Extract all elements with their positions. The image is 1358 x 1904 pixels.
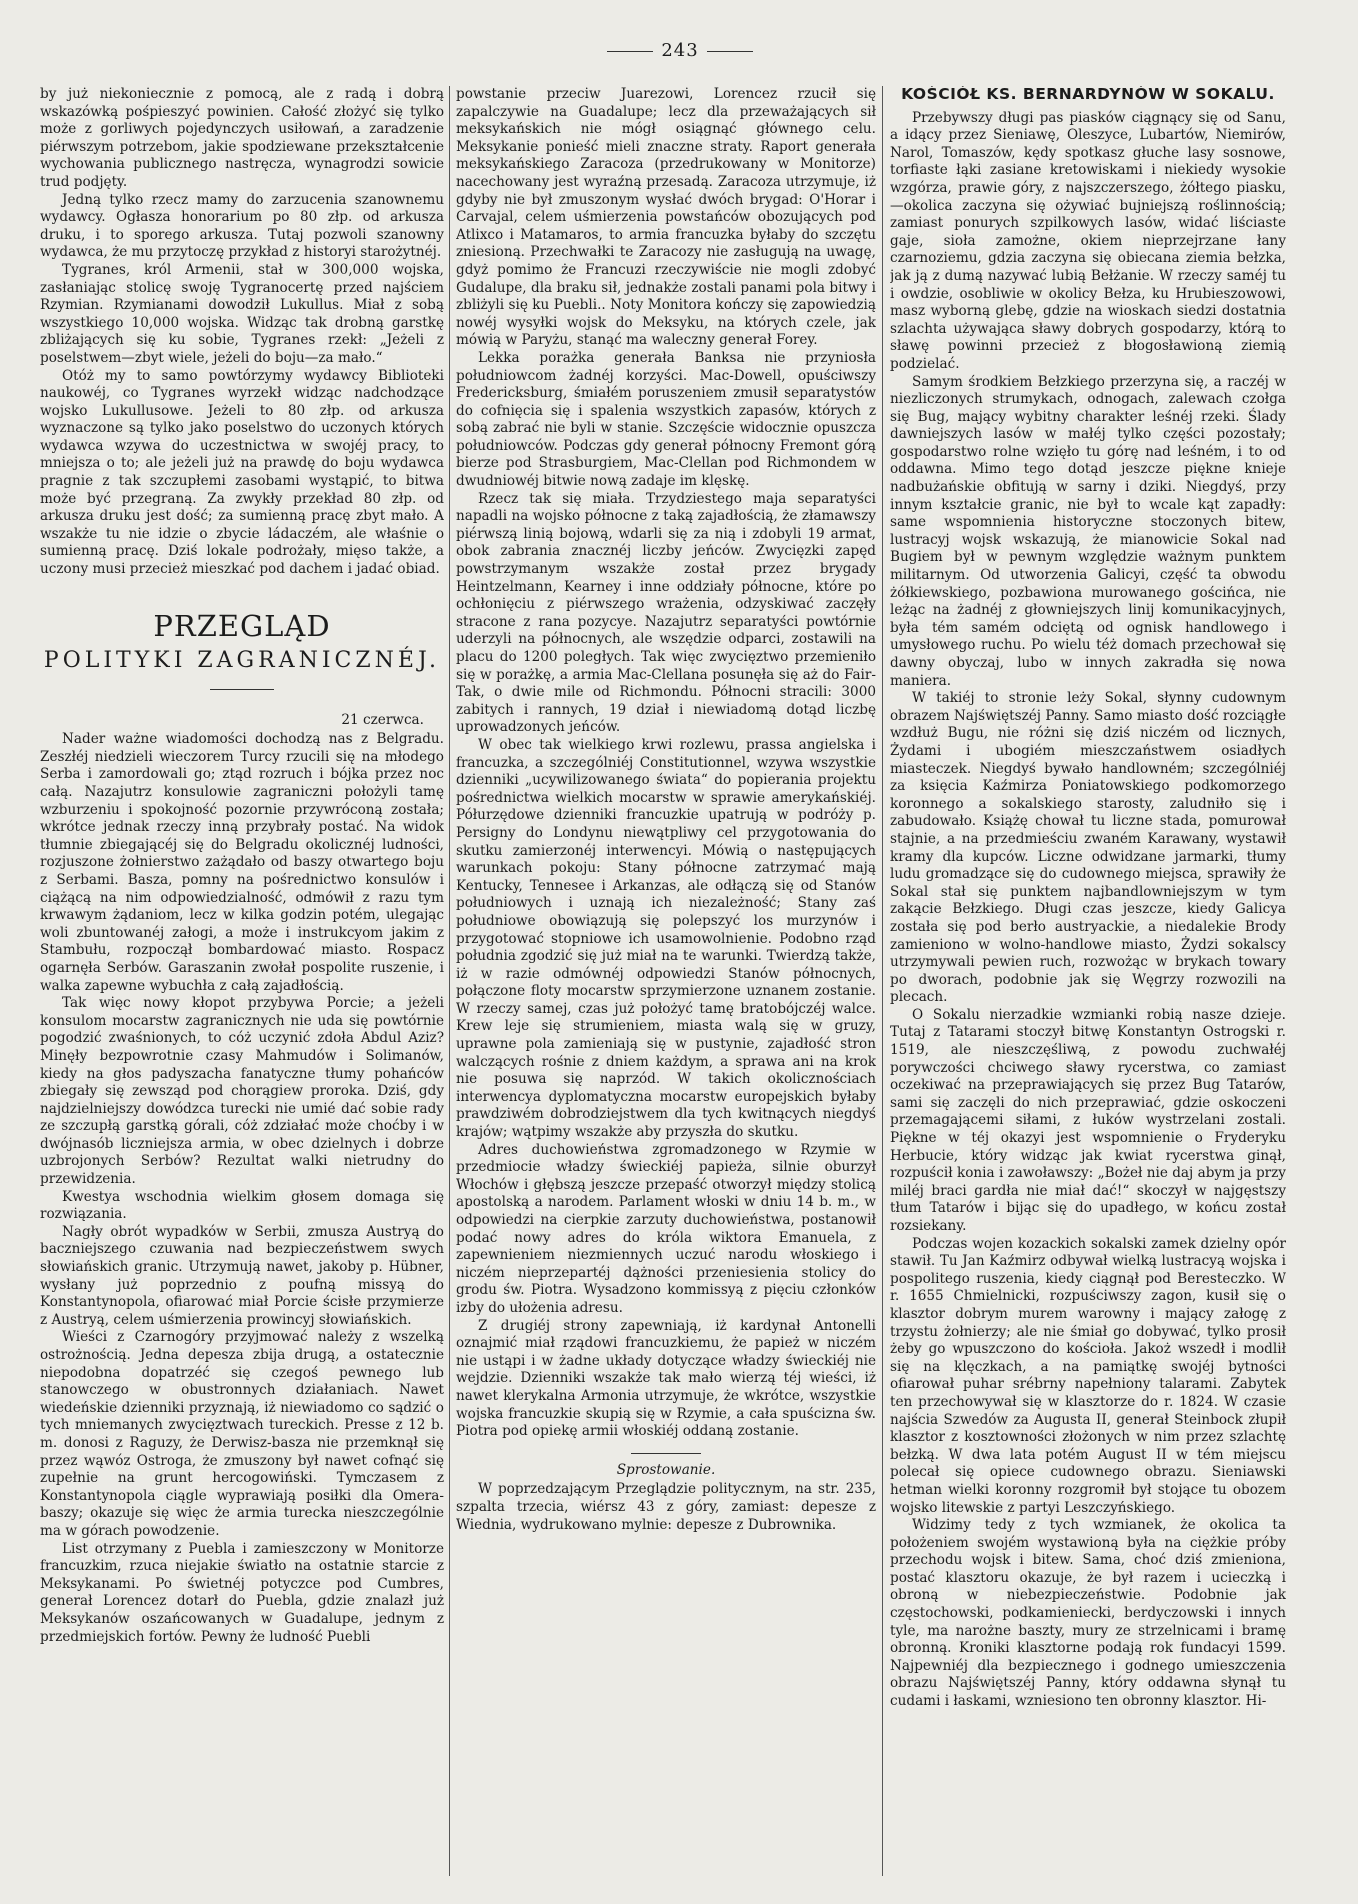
- paragraph: Adres duchowieństwa zgromadzonego w Rzymie w przedmiocie władzy świeckiéj papieża, silnie oburzył Włochów i głębszą jeszcze przepaść otworzył między stolicą apostolską a narodem. Parlament włoski w dniu 14 b. m., w odpowiedzi na cierpkie zarzuty duchowieństwa, postanowił podać nowy adres do króla wiktora Emanuela, z zapewnieniem niezmiennych uczuć narodu włoskiego i niczém nieprzepartéj dążności przeniesienia stolicy do grodu św. Piotra. Wysadzono kommissyą z pięciu członków izby do ułożenia adresu.: [456, 1141, 876, 1316]
- paragraph: Nader ważne wiadomości dochodzą nas z Belgradu. Zeszłéj niedzieli wieczorem Turcy rzucili się na młodego Serba i zamordowali go; ztąd rozruch i bójka przez noc całą. Nazajutrz konsulowie zagraniczni położyli tamę wzburzeniu i spokojność pozornie przywróconą została; wkrótce jednak rzeczy inną przybrały postać. Na widok tłumnie zbiegającéj się do Belgradu okolicznéj ludności, rozjuszone żołnierstwo zażądało od baszy otwartego boju z Serbami. Basza, pomny na pośrednictwo konsulów i ciążącą na nim odpowiedzialność, odmówił z razu tym krwawym żądaniom, lecz w kilka godzin potém, ulegając woli zbuntowanéj załogi, a może i instrukcyom jakim z Stambułu, rozpoczął bombardować miasto. Rospacz ogarnęła Serbów. Garaszanin zwołał pospolite ruszenie, i walka zapewne wybuchła z całą zajadłością.: [40, 731, 444, 994]
- paragraph: W obec tak wielkiego krwi rozlewu, prassa angielska i francuzka, a szczególniéj Constitutionnel, wzywa wszystkie dzienniki „ucywilizowanego świata“ do popierania projektu pośrednictwa wielkich mocarstw w sprawie amerykańskiéj. Półurzędowe dzienniki francuzkie upatrują w podróży p. Persigny do Londynu niewątpliwy cel przygotowania do skutku zamierzonéj interwencyi. Mówią o następujących warunkach pokoju: Stany północne zatrzymać mają Kentucky, Tennesee i Arkanzas, ale odłączą się od Stanów południowych i uznają ich niezależność; Stany zaś południowe obowiązują się polepszyć los murzynów i przygotować stopniowe ich usamowolnienie. Podobno rząd południa zgodzić się już miał na te warunki. Twierdzą także, iż w razie odmównéj odpowiedzi Stanów północnych, połączone floty mocarstw sprzymierzone uznanem zostanie. W rzeczy samej, czas już położyć tamę bratobójczéj walce. Krew leje się strumieniem, miasta walą się w gruzy, uprawne pola zamieniają się w pustynie, zajadłość stron walczących rośnie z dniem każdym, a sprawa ani na krok nie posuwa się naprzód. W takich okolicznościach interwencya dyplomatyczna mocarstw europejskich byłaby prawdziwém dobrodziejstwem dla tych kwitnących niegdyś krajów; wątpimy wszakże aby przyszła do skutku.: [456, 736, 876, 1141]
- paragraph: Otóż my to samo powtórzymy wydawcy Biblioteki naukowéj, co Tygranes wyrzekł widząc nadchodzące wojsko Lukullusowe. Jeżeli to 80 złp. od arkusza wyznaczone są tylko jako poselstwo do uczonych których wydawca wzywa do uczestnictwa w swojéj pracy, to mniejsza o to; ale jeżeli już na prawdę do boju wydawca pragnie z tak szczupłemi zasobami wystąpić, to bitwa może być przegraną. Za zwykły przekład 80 złp. od arkusza druku jest dość; za sumienną pracę zbyt mało. A wszakże tu nie idzie o zbycie ládaczém, ale właśnie o sumienną pracę. Dziś lokale podrożały, mięso także, a uczony musi przecież mieszkać pod dachem i jadać obiad.: [40, 367, 444, 578]
- paragraph: W takiéj to stronie leży Sokal, słynny cudownym obrazem Najświętszéj Panny. Samo miasto dość rozciągłe wzdłuż Bugu, nie różni się dziś niczém od licznych, Żydami i ubogiém mieszczaństwem osiadłych miasteczek. Niegdyś bywało handlowném; szczególniéj za księcia Kaźmirza Poniatowskiego podkomorzego koronnego a sokalskiego starosty, zaludniło się i zabudowało. Książę chował tu liczne stada, pomurował stajnie, a na przedmieściu zwaném Karawany, wystawił kramy dla kupców. Liczne odwidzane jarmarki, tłumy ludu gromadzące się do cudownego miejsca, sprawiły że Sokal stał się punktem najbandlowniejszym w tym zakącie Bełzkiego. Długi czas jeszcze, kiedy Galicya została się pod berło austryackie, a niedalekie Brody zamieniono w wolno-handlowe miasto, Żydzi sokalscy utrzymywali pewien ruch, rozwożąc w brykach towary po dworach, podobnie jak się Węgrzy rozwozili na plecach.: [890, 690, 1286, 1006]
- page-number-rule-right: [707, 51, 753, 52]
- correction-title: Sprostowanie.: [616, 1461, 716, 1478]
- page-number: 243: [580, 40, 780, 61]
- correction-rule: [631, 1453, 701, 1454]
- paragraph: Lekka porażka generała Banksa nie przyniosła południowcom żadnéj korzyści. Mac-Dowell, opuściwszy Fredericksburg, śmiałém poruszeniem zmusił separatystów do cofnięcia się i spalenia wszystkich zapasów, których z sobą zabrać nie byli w stanie. Szczęście widocznie opuszcza południowców. Podczas gdy generał północny Fremont górą bierze pod Strasburgiem, Mac-Clellan pod Richmondem w dwudniowéj bitwie nową zadaje im klęskę.: [456, 349, 876, 490]
- paragraph: List otrzymany z Puebla i zamieszczony w Monitorze francuzkim, rzuca niejakie światło na ostatnie starcie z Meksykanami. Po świetnéj potyczce pod Cumbres, generał Lorencez dotarł do Puebla, gdzie znalazł już Meksykanów oszańcowanych w Guadalupe, jednym z przedmiejskich fortów. Pewny że ludność Puebli: [40, 1540, 444, 1645]
- paragraph: Tygranes, król Armenii, stał w 300,000 wojska, zasłaniając stolicę swoję Tygranocertę przed najściem Rzymian. Rzymianami dowodził Lukullus. Miał z sobą wszystkiego 10,000 wojska. Widząc tak drobną garstkę zbliżających się ku sobie, Tygranes rzekł: „Jeżeli z poselstwem—zbyt wiele, jeżeli do boju—za mało.“: [40, 261, 444, 366]
- page-number-rule-left: [607, 51, 653, 52]
- paragraph: Samym środkiem Bełzkiego przerzyna się, a raczéj w niezliczonych strumykach, odnogach, zalewach czołga się Bug, mający wybitny charakter leśnéj rzeki. Ślady dawniejszych lasów w małéj tylko części pozostały; gospodarstwo rolne wzięło tu górę nad leśném, i to od oddawna. Mimo tego dotąd jeszcze piękne kniejе nadbużańskie obfitują w sarny i dziki. Niegdyś, przy innym kształcie granic, nie był to wcale kąt zapadły: same wspomnienia historyczne stoczonych bitew, lustracyj wojsk wskazują, że mianowicie Sokal nad Bugiem był w pewnym względzie ważnym punktem militarnym. Od utworzenia Galicyi, część ta obwodu żółkiewskiego, pozbawiona murowanego gościńca, nie leżąc na żadnéj z głowniejszych linij komunikacyjnych, była tém samém odciętą od ognisk handlowego i umysłowego ruchu. Po wielu téż domach przechował się dawny obyczaj, lubo w innych zakradła się nowa maniera.: [890, 373, 1286, 689]
- paragraph: Widzimy tedy z tych wzmianek, że okolica ta położeniem swojém wystawioną była na ciężkie próby przechodu wojsk i bitew. Sama, choć dziś zmieniona, postać klasztoru okazuje, że był razem i ucieczką i obroną w niebezpieczeństwie. Podobnie jak częstochowski, podkamieniecki, berdyczowski i innych tyle, ma narożne baszty, mury ze strzelnicami i bramę obronną. Kroniki klasztorne podają rok fundacyi 1599. Najpewniéj dla bezpiecznego i godnego umieszczenia obrazu Najświętszéj Panny, który oddawna słynął tu cudami i łaskami, wzniesiono ten obronny klasztor. Hi-: [890, 1517, 1286, 1710]
- section-subheading: POLITYKI ZAGRANICZNÉJ.: [43, 647, 441, 673]
- paragraph: Jedną tylko rzecz mamy do zarzucenia szanownemu wydawcy. Ogłasza honorarium po 80 złp. od arkusza druku, i to sporego arkusza. Tutaj pozwoli szanowny wydawca, że mu przytoczę przykład z historyi starożytnéj.: [40, 191, 444, 261]
- section-heading: PRZEGLĄD: [153, 608, 331, 643]
- paragraph: O Sokalu nierzadkie wzmianki robią nasze dzieje. Tutaj z Tatarami stoczył bitwę Konstantyn Ostrogski r. 1519, ale nieszczęśliwą, z powodu zuchwałéj porywczości chciwego sławy rycerstwa, co zamiast oczekiwać na przeprawiających się przez Bug Tatarów, sami się zaczęli do nich przeprawiać, gdzie oskoczeni przemagającemi siłami, z łuków wystrzelani zostali. Piękne w téj okazyi jest wspomnienie o Fryderyku Herbucie, który widząc jak kwiat rycerstwa ginął, rozpuścił konia i zawoławszy: „Bożeł nie daj abym ja przy miléj braci gardła nie miał dać!“ skoczył w najgęstszy tłum Tatarów i bijąc się do upadłego, w końcu został rozsiekany.: [890, 1006, 1286, 1234]
- dateline: 21 czerwca.: [341, 711, 424, 728]
- paragraph: Nagły obrót wypadków w Serbii, zmusza Austryą do baczniejszego czuwania nad bezpieczeństwem swych słowiańskich granic. Utrzymują nawet, jakoby p. Hübner, wysłany już poprzednio z poufną missyą do Konstantynopola, ofiarować miał Porcie ścisłe przymierze z Austryą, celem uśmierzenia prowincyj słowiańskich.: [40, 1223, 444, 1328]
- paragraph: Tak więc nowy kłopot przybywa Porcie; a jeżeli konsulom mocarstw zagranicznych nie uda się powtórnie pogodzić zwaśnionych, to cóż uczynić zdoła Abdul Aziz? Minęły bezpowrotnie czasy Mahmudów i Solimanów, kiedy na głos padyszacha fanatyczne tłumy pohańców zbiegały się zewsząd pod chorągiew proroka. Dziś, gdy najdzielniejszy dowódzca turecki nie umié dać sobie rady ze szczupłą garstką górali, cóż zdziałać może choćby i w dwójnasób liczniejsza armia, w obec dzielnych i dobrze uzbrojonych Serbów? Rezultat walki nietrudny do przewidzenia.: [40, 995, 444, 1188]
- column-divider: [882, 86, 883, 1876]
- paragraph: Wieści z Czarnogóry przyjmować należy z wszelką ostrożnością. Jedna depesza zbija drugą, a ostatecznie niepodobna dopatrzéć się czegoś pewnego lub stanowczego w obustronnych działaniach. Nawet wiedeńskie dzienniki przyznają, iż niewiadomo co sądzić o tych mniemanych zwycięztwach tureckich. Presse z 12 b. m. donosi z Raguzy, że Derwisz-basza nie przemknął się przez wąwóz Ostroga, że zmuszony był nawet cofnąć się zupełnie na grunt hercogowiński. Tymczasem z Konstantynopola ciągle wyprawiają posiłki dla Omera-baszy; okazuje się więc że armia turecka nieszczególnie ma w górach powodzenie.: [40, 1329, 444, 1539]
- column-middle: [456, 86, 876, 1886]
- column-divider: [449, 86, 450, 1876]
- column-right: [890, 86, 1286, 1886]
- paragraph: powstanie przeciw Juarezowi, Lorencez rzucił się zapalczywie na Guadalupe; lecz dla przeważających sił meksykańskich nie mógł osiągnąć głównego celu. Meksykanie ponieść mieli znaczne straty. Raport generała meksykańskiego Zaracoza (przedrukowany w Monitorze) nacechowany jest wyraźną przesadą. Zaracoza utrzymuje, iż gdyby nie był zmuszonym wysłać dwóch brygad: O'Horar i Carvajal, celem uśmierzenia powstańców obozujących pod Atlixco i Matamaros, to armia francuzka byłaby do szczętu zniesioną. Przechwałki te Zaracozy nie zasługują na uwagę, gdyż pomimo że Francuzi rzeczywiście nie mogli zdobyć Gudalupe, dla braku sił, jednakże zostali panami pola bitwy i zbliżyli się ku Puebli.. Noty Monitora kończy się zapowiedzią nowéj wysyłki wojsk do Meksyku, na których czele, jak mówią w Paryżu, stanąć ma waleczny generał Forey.: [456, 86, 876, 349]
- paragraph: Kwestya wschodnia wielkim głosem domaga się rozwiązania.: [40, 1188, 444, 1223]
- paragraph: Przebywszy długi pas piasków ciągnący się od Sanu, a idący przez Sieniawę, Oleszyce, Lubartów, Niemirów, Narol, Tomaszów, kędy spotkasz głuche lasy sosnowe, torfiaste łąki zasiane kretowiskami i niekiedy wysokie wzgórza, prawie góry, z najszczerszego, żółtego piasku,—okolica zaczyna się ożywiać bujniejszą roślinnością; zamiast ponurych szpilkowych lasów, widać liściaste gaje, sioła zamożne, okiem nieprzejrzane łany czarnoziemu, gdzia zaczyna się obiecana ziemia bełzka, jak ją z dumą nazywać lubią Bełżanie. W rzeczy saméj tu i owdzie, osobliwie w okolicy Bełza, ku Hrubieszowowi, masz wyborną glebę, gdzie na wioskach siedzi dostatnia szlachta używająca sławy dobrych gospodarzy, którą to sławę powinni przecież z błogosławioną ziemią podzielać.: [890, 109, 1286, 372]
- heading-rule: [210, 689, 274, 690]
- column-left: [40, 86, 444, 1886]
- article-heading: KOŚCIÓŁ KS. BERNARDYNÓW W SOKALU.: [901, 86, 1275, 103]
- correction-text: W poprzedzającym Przeglądzie politycznym, na str. 235, szpalta trzecia, wiérsz 43 z góry, zamiast: depesze z Wiednia, wydrukowano mylnie: depesze z Dubrownika.: [456, 1481, 876, 1533]
- paragraph: Z drugiéj strony zapewniają, iż kardynał Antonelli oznajmić miał rządowi francuzkiemu, że papież w niczém nie ustąpi i w żadne układy dotyczące władzy świeckiéj nie wejdzie. Dzienniki wszakże tak mało wierzą téj wieści, iż nawet klerykalna Armonia utrzymuje, że wkrótce, wszystkie wojska francuzkie skupią się w Rzymie, a cała spuścizna św. Piotra pod opiekę armii włoskiéj oddaną zostanie.: [456, 1317, 876, 1440]
- paragraph: by już niekoniecznie z pomocą, ale z radą i dobrą wskazówką pośpieszyć powinien. Całość złożyć się tylko może z gorliwych pojedynczych usiłowań, a zaradzenie piérwszym potrzebom, jakie spodziewane przekształcenie wychowania publicznego nastręcza, wynagrodzi sowicie trud podjęty.: [40, 86, 444, 190]
- paragraph: Rzecz tak się miała. Trzydziestego maja separatyści napadli na wojsko północne z taką zajadłością, że złamawszy piérwszą linią bojową, wdarli się za nią i zdobyli 19 armat, obok zabrania znacznéj liczby jeńców. Zwycięzki zapęd powstrzymanym wszakże został przez brygady Heintzelmann, Kearney i inne oddziały północne, które po ochłonięciu z piérwszego wrażenia, odzyskiwać zaczęły stracone z rana pozycye. Nazajutrz separatyści powtórnie uderzyli na północnych, ale wszędzie odparci, zostawili na placu do 1200 poległych. Tak więc zwycięztwo przemieniło się w porażkę, a armia Mac-Clellana posunęła się aż do Fair-Tak, o dwie mile od Richmondu. Północni stracili: 3000 zabitych i rannych, 19 dział i niewiadomą dotąd liczbę uprowadzonych jeńców.: [456, 490, 876, 736]
- paragraph: Podczas wojen kozackich sokalski zamek dzielny opór stawił. Tu Jan Kaźmirz odbywał wielką lustracyą wojska i pospolitego ruszenia, kiedy ciągnął pod Beresteczko. W r. 1655 Chmielnicki, rozpuściwszy zagon, kusił się o klasztor dobrym murem warowny i mający załogę z trzystu żołnierzy; ale nie śmiał go dobywać, tylko prosił żeby go wpuszczono do kościoła. Jakoż wszedł i modlił się na klęczkach, a na pamiątkę swojéj bytności ofiarował puhar srébrny napełniony talarami. Zabytek ten przechowywał się w klasztorze do r. 1824. W czasie najścia Szwedów za Augusta II, generał Steinbock złupił klasztor z kosztowności złożonych w nim przez szlachtę bełzką. W dwa lata potém August II w tém miejscu polecał się opiece cudownego obrazu. Sieniawski hetman wielki koronny rozgromił był stojące tu obozem wojsko litewskie z partyi Leszczyńskiego.: [890, 1235, 1286, 1516]
